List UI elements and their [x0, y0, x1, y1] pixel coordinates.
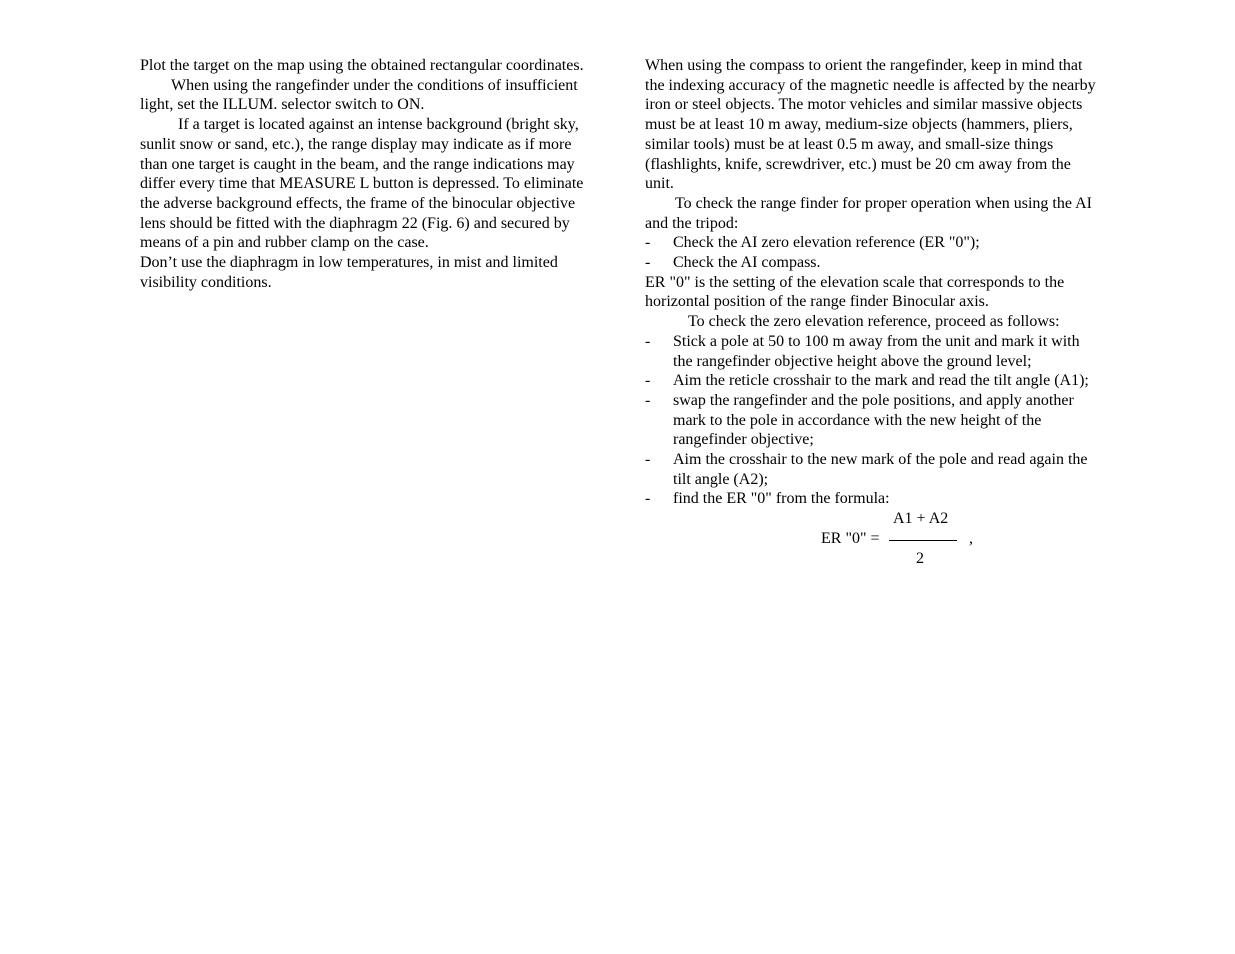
right-column [645, 56, 1097, 569]
list-item-text: Aim the crosshair to the new mark of the pole and read again the tilt angle (A2); [673, 451, 1088, 488]
list-item-text: find the ER "0" from the formula: [673, 490, 890, 508]
paragraph-check-zero-elevation: To check the zero elevation reference, proceed as follows: [688, 313, 1060, 331]
formula-trailing-comma: , [969, 530, 973, 548]
list-item-text: Stick a pole at 50 to 100 m away from the unit and mark it with the rangefinder objective height above the ground level; [673, 332, 1080, 370]
paragraph-compass-orientation: When using the compass to orient the rangefinder, keep in mind that the indexing accuracy of the magnetic needle is affected by the nearby iron or steel objects. The motor vehicles and similar massive objects must be at least 10 m away, medium-size objects (hammers, pliers, similar tools) must be at least 0.5 m away, and small-size things (flashlights, knife, screwdriver, etc.) must be 20 cm away from the unit. [645, 57, 1096, 193]
bullet-marker: - [645, 332, 651, 350]
list-item [645, 332, 1097, 371]
bullet-marker: - [645, 254, 651, 272]
formula-fraction-bar [889, 540, 957, 541]
bullet-marker: - [645, 451, 651, 469]
paragraph-check-operation: To check the range finder for proper operation when using the AI and the tripod: [645, 194, 1092, 232]
list-item [645, 489, 1097, 509]
formula-denominator: 2 [916, 550, 924, 568]
list-item-text: Check the AI zero elevation reference (ER "0"); [673, 234, 980, 252]
list-item-text: swap the rangefinder and the pole positions, and apply another mark to the pole in accordance with the new height of the rangefinder objective; [673, 391, 1074, 449]
list-item [645, 391, 1097, 450]
list-item-text: Check the AI compass. [673, 254, 821, 272]
paragraph-plot-target: Plot the target on the map using the obtained rectangular coordinates. [140, 57, 584, 74]
bullet-marker: - [645, 234, 651, 252]
list-item [645, 371, 1097, 391]
paragraph-diaphragm-warning: Don’t use the diaphragm in low temperatures, in mist and limited visibility conditions. [140, 254, 558, 291]
bullet-marker: - [645, 391, 651, 409]
list-item [645, 233, 1097, 253]
list-item [645, 253, 1097, 273]
formula-lhs: ER "0" = [821, 530, 880, 548]
list-item [645, 450, 1097, 489]
paragraph-er-definition: ER "0" is the setting of the elevation scale that corresponds to the horizontal position of the range finder Binocular axis. [645, 273, 1065, 311]
bullet-marker: - [645, 372, 651, 390]
left-column [140, 56, 592, 292]
list-item-text: Aim the reticle crosshair to the mark and read the tilt angle (A1); [673, 372, 1089, 390]
er-zero-formula [645, 509, 1097, 569]
formula-numerator: A1 + A2 [893, 510, 949, 528]
bullet-marker: - [645, 490, 651, 508]
paragraph-insufficient-light: When using the rangefinder under the conditions of insufficient light, set the ILLUM. selector switch to ON. [140, 76, 578, 114]
paragraph-intense-background: If a target is located against an intense background (bright sky, sunlit snow or sand, etc.), the range display may indicate as if more than one target is caught in the beam, and the range indications may differ every time that MEASURE L button is depressed. To eliminate the adverse background effects, the frame of the binocular objective lens should be fitted with the diaphragm 22 (Fig. 6) and secured by means of a pin and rubber clamp on the case. [140, 116, 584, 252]
